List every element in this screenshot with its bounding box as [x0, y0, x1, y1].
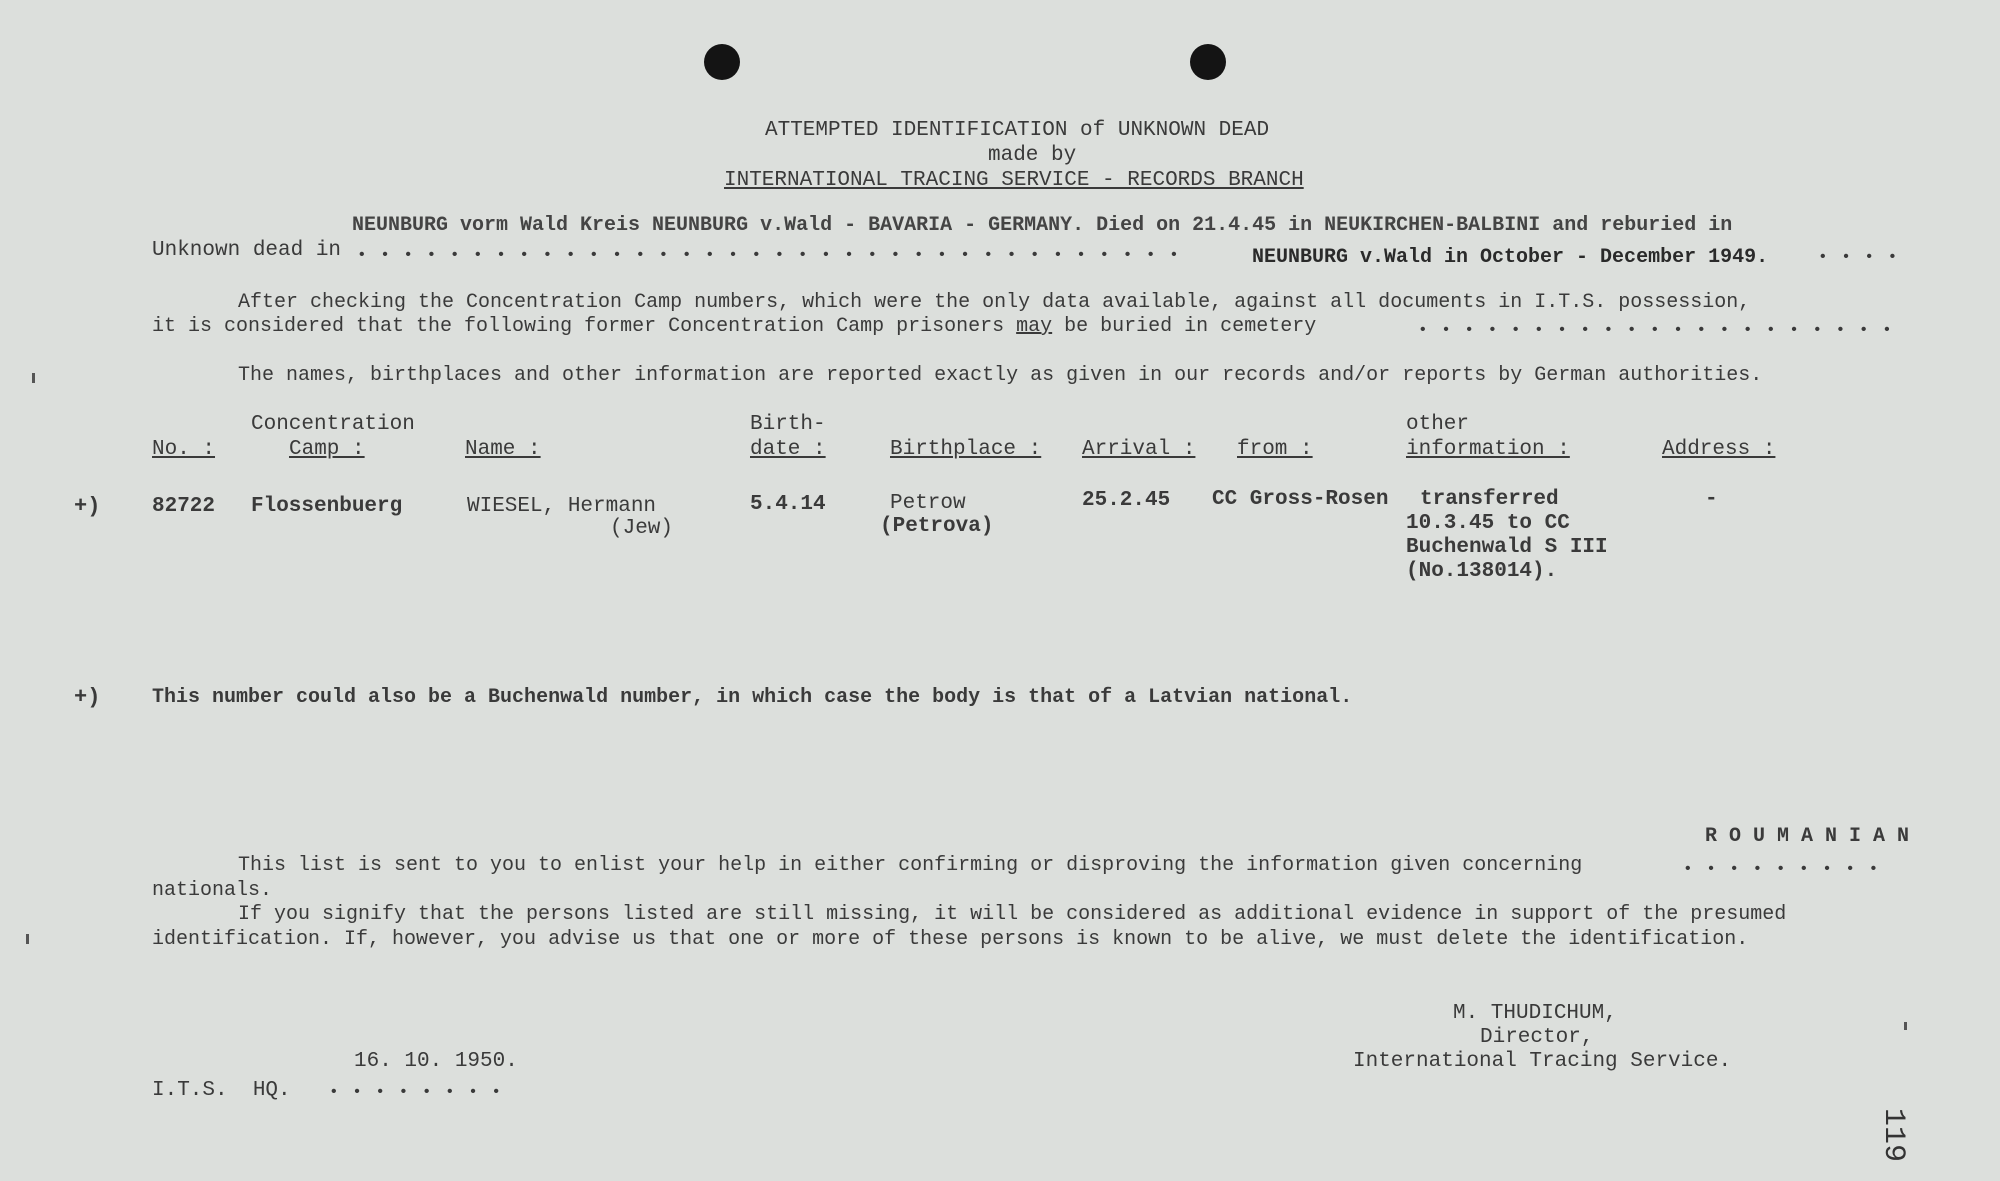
header-address: Address :	[1662, 438, 1776, 461]
unknown-dead-label: Unknown dead in	[152, 239, 342, 262]
header-birthdate: date :	[750, 438, 826, 461]
cell-other-line-1: transferred	[1420, 488, 1559, 511]
cell-other-line-4: (No.138014).	[1406, 560, 1558, 583]
signatory-title: Director,	[1480, 1026, 1594, 1049]
row-marker: +)	[74, 494, 101, 519]
location-tail-dots: • • • •	[1818, 248, 1900, 266]
header-birthplace: Birthplace :	[890, 438, 1042, 461]
closing-line-2: nationals.	[152, 879, 273, 902]
cell-arrival: 25.2.45	[1082, 489, 1171, 512]
cell-name-note: (Jew)	[610, 517, 674, 540]
closing-line-1: This list is sent to you to enlist your help in either confirming or disproving the information given concerning	[238, 854, 1583, 877]
cell-other-line-2: 10.3.45 to CC	[1406, 512, 1570, 535]
header-no: No. :	[152, 438, 216, 461]
header-other-information: information :	[1406, 438, 1570, 461]
header-other-top: other	[1406, 413, 1470, 436]
location-line-1: NEUNBURG vorm Wald Kreis NEUNBURG v.Wald - BAVARIA - GERMANY. Died on 21.4.45 in NEUKIRCHEN-BALBINI and reburied in	[352, 214, 1733, 237]
cell-no: 82722	[152, 495, 216, 518]
location-line-2: NEUNBURG v.Wald in October - December 1949.	[1252, 246, 1769, 269]
cemetery-dots: • • • • • • • • • • • • • • • • • • • • •	[1418, 321, 1894, 339]
closing-line-3: If you signify that the persons listed are still missing, it will be considered as additional evidence in support of the presumed	[238, 903, 1787, 926]
cell-camp: Flossenbuerg	[251, 495, 403, 518]
intro-text-a: it is considered that the following former Concentration Camp prisoners	[152, 315, 1017, 338]
issuing-organization: INTERNATIONAL TRACING SERVICE - RECORDS BRANCH	[724, 169, 1304, 192]
closing-line-4: identification. If, however, you advise us that one or more of these persons is known to be alive, we must delete the identification.	[152, 928, 1749, 951]
closing-dots: • • • • • • • • •	[1683, 860, 1881, 878]
cell-name: WIESEL, Hermann	[467, 495, 657, 518]
cell-birthplace-alt: (Petrova)	[880, 515, 994, 538]
header-arrival: Arrival :	[1082, 438, 1196, 461]
document-subtitle: made by	[988, 144, 1077, 167]
intro-paragraph-line-2	[152, 314, 1316, 339]
footer-dots: • • • • • • • •	[329, 1083, 504, 1101]
intro-text-b: be buried in cemetery	[1052, 315, 1317, 338]
may-emphasis: may	[1016, 315, 1053, 338]
document-date: 16. 10. 1950.	[354, 1050, 518, 1073]
signatory-org: International Tracing Service.	[1353, 1050, 1732, 1073]
header-name: Name :	[465, 438, 541, 461]
document-title: ATTEMPTED IDENTIFICATION of UNKNOWN DEAD	[765, 119, 1270, 142]
intro-paragraph-2: The names, birthplaces and other information are reported exactly as given in our records and/or reports by German authorities.	[238, 364, 1763, 387]
intro-paragraph-line-1: After checking the Concentration Camp numbers, which were the only data available, against all documents in I.T.S. possession,	[238, 291, 1751, 314]
signatory-name: M. THUDICHUM,	[1453, 1002, 1617, 1025]
cell-birthdate: 5.4.14	[750, 493, 826, 516]
page-number: 119	[1876, 1108, 1910, 1163]
issuing-place: I.T.S. HQ.	[152, 1079, 291, 1102]
header-birthdate-top: Birth-	[750, 413, 826, 436]
margin-mark	[1904, 1022, 1907, 1030]
punch-hole-left	[704, 44, 740, 80]
punch-hole-right	[1190, 44, 1226, 80]
header-camp: Camp :	[289, 438, 365, 461]
margin-mark	[32, 373, 35, 383]
cell-other-line-3: Buchenwald S III	[1406, 536, 1608, 559]
cell-from: CC Gross-Rosen	[1212, 488, 1389, 511]
footnote-text: This number could also be a Buchenwald number, in which case the body is that of a Latvian national.	[152, 686, 1353, 709]
cell-address: -	[1705, 488, 1718, 511]
header-from: from :	[1237, 438, 1313, 461]
header-camp-top: Concentration	[251, 413, 415, 436]
footnote-marker: +)	[74, 685, 101, 710]
cell-birthplace: Petrow	[890, 492, 966, 515]
margin-mark	[26, 934, 29, 944]
nationality: R O U M A N I A N	[1705, 825, 1910, 848]
location-dots: • • • • • • • • • • • • • • • • • • • • • • • • • • • • • • • • • • • •	[357, 246, 1181, 264]
